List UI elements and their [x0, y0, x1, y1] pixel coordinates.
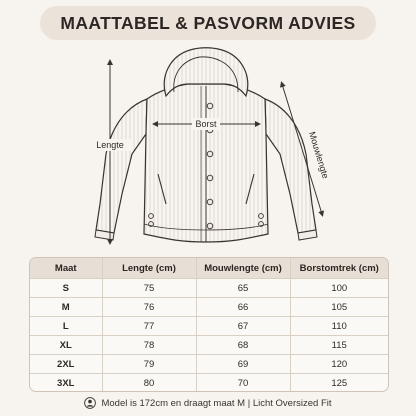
- right-sleeve: [265, 99, 316, 233]
- jacket-illustration: [0, 44, 416, 256]
- mouwlengte-label: Mouwlengte: [306, 130, 331, 180]
- cell-size: XL: [30, 336, 102, 355]
- person-icon: [84, 397, 96, 409]
- cell-size: 3XL: [30, 374, 102, 393]
- cell-borstomtrek: 120: [290, 355, 388, 374]
- table-row: [30, 336, 388, 355]
- cell-lengte: 79: [102, 355, 196, 374]
- header-mouwlengte: Mouwlengte (cm): [196, 258, 290, 279]
- cell-lengte: 77: [102, 317, 196, 336]
- fit-note-text: Model is 172cm en draagt maat M | Licht Oversized Fit: [101, 397, 332, 409]
- cell-lengte: 78: [102, 336, 196, 355]
- table-row: [30, 374, 388, 393]
- lengte-label: Lengte: [96, 140, 124, 150]
- header-maat: Maat: [30, 258, 102, 279]
- cell-size: M: [30, 298, 102, 317]
- cell-mouwlengte: 66: [196, 298, 290, 317]
- cell-lengte: 76: [102, 298, 196, 317]
- left-sleeve: [96, 99, 147, 233]
- table-row: [30, 355, 388, 374]
- cell-mouwlengte: 67: [196, 317, 290, 336]
- header-lengte: Lengte (cm): [102, 258, 196, 279]
- size-table: [29, 257, 389, 392]
- cell-size: 2XL: [30, 355, 102, 374]
- cell-borstomtrek: 100: [290, 279, 388, 298]
- cell-mouwlengte: 68: [196, 336, 290, 355]
- cell-mouwlengte: 70: [196, 374, 290, 393]
- table-row: [30, 298, 388, 317]
- cell-borstomtrek: 125: [290, 374, 388, 393]
- cell-mouwlengte: 69: [196, 355, 290, 374]
- cell-size: S: [30, 279, 102, 298]
- cell-lengte: 80: [102, 374, 196, 393]
- cell-mouwlengte: 65: [196, 279, 290, 298]
- cell-borstomtrek: 105: [290, 298, 388, 317]
- cell-lengte: 75: [102, 279, 196, 298]
- cell-borstomtrek: 115: [290, 336, 388, 355]
- borst-label: Borst: [195, 119, 217, 129]
- table-row: [30, 317, 388, 336]
- table-header-row: [30, 258, 388, 279]
- page-title: MAATTABEL & PASVORM ADVIES: [60, 12, 356, 33]
- fit-note: [0, 394, 416, 412]
- header-borstomtrek: Borstomtrek (cm): [290, 258, 388, 279]
- table-row: [30, 279, 388, 298]
- cell-size: L: [30, 317, 102, 336]
- title-banner: [40, 6, 376, 40]
- cell-borstomtrek: 110: [290, 317, 388, 336]
